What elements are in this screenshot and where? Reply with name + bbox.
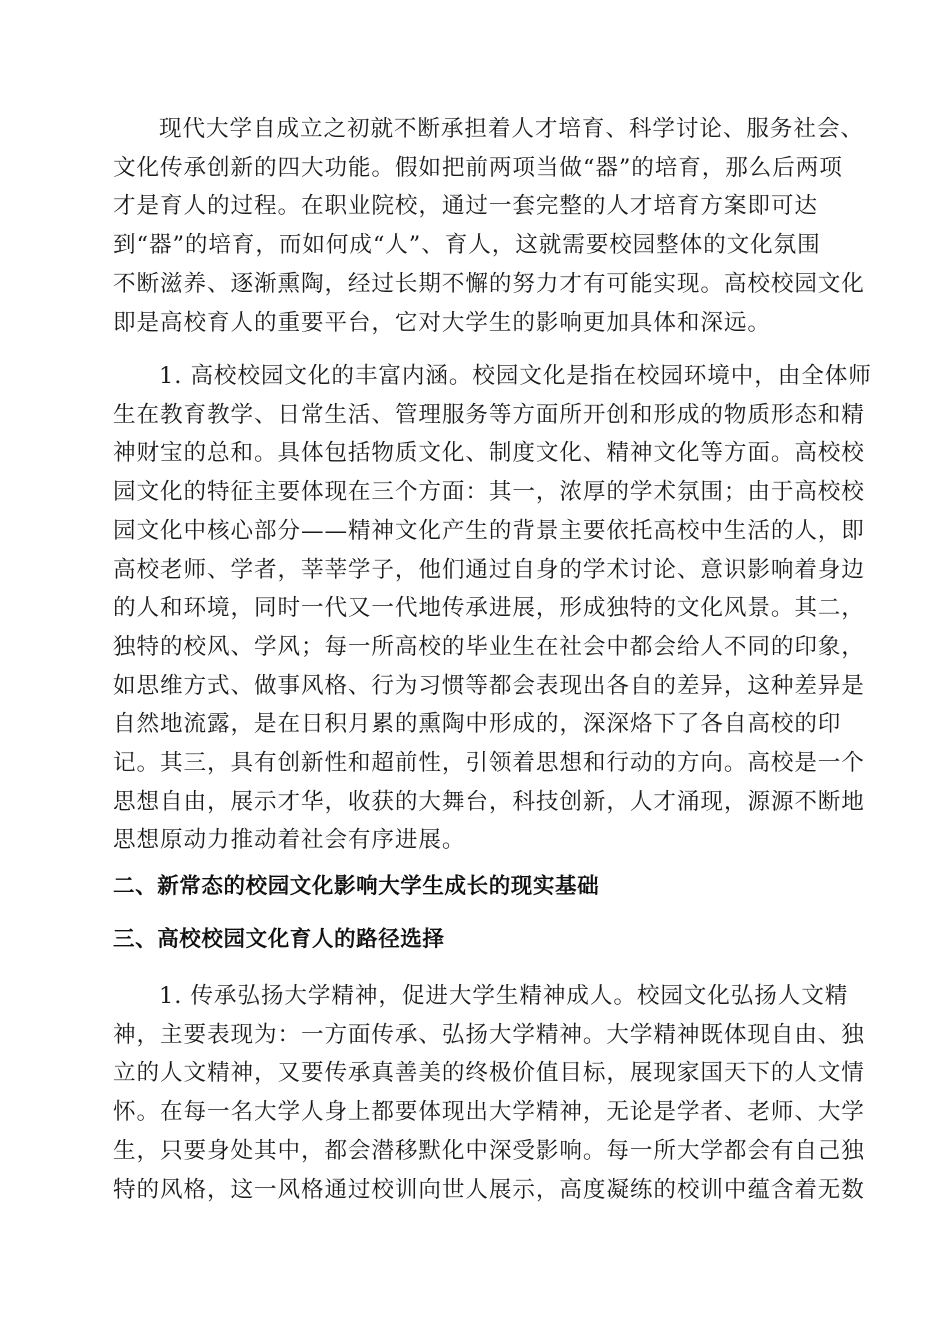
section3-paragraph xyxy=(113,977,865,1209)
paragraph-line: 的人和环境，同时一代又一代地传承进展，形成独特的文化风景。其二， xyxy=(113,595,865,622)
paragraph-line: 生在教育教学、日常生活、管理服务等方面所开创和形成的物质形态和精 xyxy=(113,401,865,428)
section-heading-three: 三、高校校园文化育人的路径选择 xyxy=(113,927,445,952)
paragraph-line: 1. 高校校园文化的丰富内涵。校园文化是指在校园环境中，由全体师 xyxy=(159,363,872,389)
paragraph-line: 神财宝的总和。具体包括物质文化、制度文化、精神文化等方面。高校校 xyxy=(113,440,865,467)
paragraph-line: 立的人文精神，又要传承真善美的终极价值目标，展现家国天下的人文情 xyxy=(113,1060,865,1087)
paragraph-line: 记。其三，具有创新性和超前性，引领着思想和行动的方向。高校是一个 xyxy=(113,750,865,777)
paragraph-line: 园文化的特征主要体现在三个方面：其一，浓厚的学术氛围；由于高校校 xyxy=(113,479,865,506)
paragraph-line: 自然地流露，是在日积月累的熏陶中形成的，深深烙下了各自高校的印 xyxy=(113,711,842,738)
paragraph-line: 思想原动力推动着社会有序进展。 xyxy=(113,827,466,854)
paragraph-line: 独特的校风、学风；每一所高校的毕业生在社会中都会给人不同的印象， xyxy=(113,633,865,660)
paragraph-line: 生，只要身处其中，都会潜移默化中深受影响。每一所大学都会有自己独 xyxy=(113,1137,865,1164)
paragraph-line: 如思维方式、做事风格、行为习惯等都会表现出各自的差异，这种差异是 xyxy=(113,672,865,699)
intro-paragraph xyxy=(113,110,865,342)
paragraph-line: 思想自由，展示才华，收获的大舞台，科技创新，人才涌现，源源不断地 xyxy=(113,788,865,815)
paragraph-line: 现代大学自成立之初就不断承担着人才培育、科学讨论、服务社会、 xyxy=(159,116,864,142)
paragraph-line: 不断滋养、逐渐熏陶，经过长期不懈的努力才有可能实现。高校校园文化 xyxy=(113,270,865,297)
paragraph-line: 特的风格，这一风格通过校训向世人展示，高度凝练的校训中蕴含着无数 xyxy=(113,1176,865,1203)
paragraph-line: 1. 传承弘扬大学精神，促进大学生精神成人。校园文化弘扬人文精 xyxy=(159,983,849,1009)
paragraph-line: 神，主要表现为：一方面传承、弘扬大学精神。大学精神既体现自由、独 xyxy=(113,1021,865,1048)
paragraph-line: 到“器”的培育，而如何成“人”、育人，这就需要校园整体的文化氛围 xyxy=(113,232,821,259)
paragraph-line: 园文化中核心部分——精神文化产生的背景主要依托高校中生活的人，即 xyxy=(113,517,865,544)
paragraph-line: 才是育人的过程。在职业院校，通过一套完整的人才培育方案即可达 xyxy=(113,193,818,220)
paragraph-line: 文化传承创新的四大功能。假如把前两项当做“器”的培育，那么后两项 xyxy=(113,154,843,181)
paragraph-line: 即是高校育人的重要平台，它对大学生的影响更加具体和深远。 xyxy=(113,309,771,336)
paragraph-line: 高校老师、学者，莘莘学子，他们通过自身的学术讨论、意识影响着身边 xyxy=(113,556,865,583)
section-heading-two: 二、新常态的校园文化影响大学生成长的现实基础 xyxy=(113,874,600,899)
section1-paragraph xyxy=(113,357,872,860)
paragraph-line: 怀。在每一名大学人身上都要体现出大学精神，无论是学者、老师、大学 xyxy=(113,1099,865,1126)
